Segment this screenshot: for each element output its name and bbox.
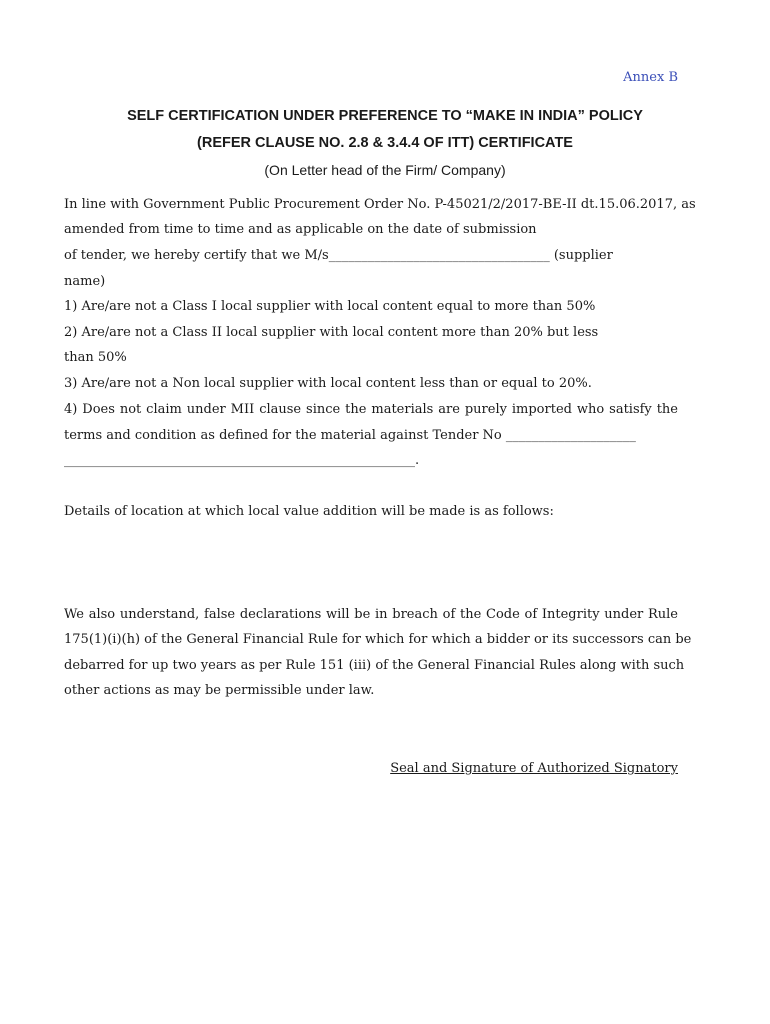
intro-line-1: In line with Government Public Procurement Order No. P-45021/2/2017-BE-II dt.15.06.2017, as — [64, 197, 696, 212]
clause-4-continued: terms and condition as defined for the material against Tender No ____________________ — [64, 428, 636, 443]
declaration-line-2: 175(1)(i)(h) of the General Financial Rule for which for which a bidder or its successors can be — [64, 632, 692, 647]
letterhead-note: (On Letter head of the Firm/ Company) — [264, 162, 506, 178]
clause-2: 2) Are/are not a Class II local supplier with local content more than 20% but less — [64, 325, 599, 340]
signature-line: Seal and Signature of Authorized Signatory — [390, 761, 678, 776]
document-title-line-2: (REFER CLAUSE NO. 2.8 & 3.4.4 OF ITT) CERTIFICATE — [197, 135, 573, 151]
document-title-line-1: SELF CERTIFICATION UNDER PREFERENCE TO “MAKE IN INDIA” POLICY — [127, 108, 643, 124]
intro-line-3: of tender, we hereby certify that we M/s__________________________________ (supplier — [64, 248, 613, 263]
location-details-line: Details of location at which local value addition will be made is as follows: — [64, 504, 554, 519]
declaration-line-1: We also understand, false declarations will be in breach of the Code of Integrity under Rule — [64, 607, 678, 622]
clause-1: 1) Are/are not a Class I local supplier with local content equal to more than 50% — [64, 299, 596, 314]
intro-line-2: amended from time to time and as applicable on the date of submission — [64, 222, 537, 237]
declaration-line-4: other actions as may be permissible under law. — [64, 683, 375, 698]
declaration-line-3: debarred for up two years as per Rule 151 (iii) of the General Financial Rules along with such — [64, 658, 685, 673]
tender-number-blank: ______________________________________________________. — [64, 453, 420, 468]
annex-label: Annex B — [623, 70, 678, 85]
intro-line-4: name) — [64, 274, 106, 289]
clause-3: 3) Are/are not a Non local supplier with local content less than or equal to 20%. — [64, 376, 592, 391]
clause-2-continued: than 50% — [64, 350, 127, 365]
clause-4: 4) Does not claim under MII clause since the materials are purely imported who satisfy the — [64, 402, 678, 417]
